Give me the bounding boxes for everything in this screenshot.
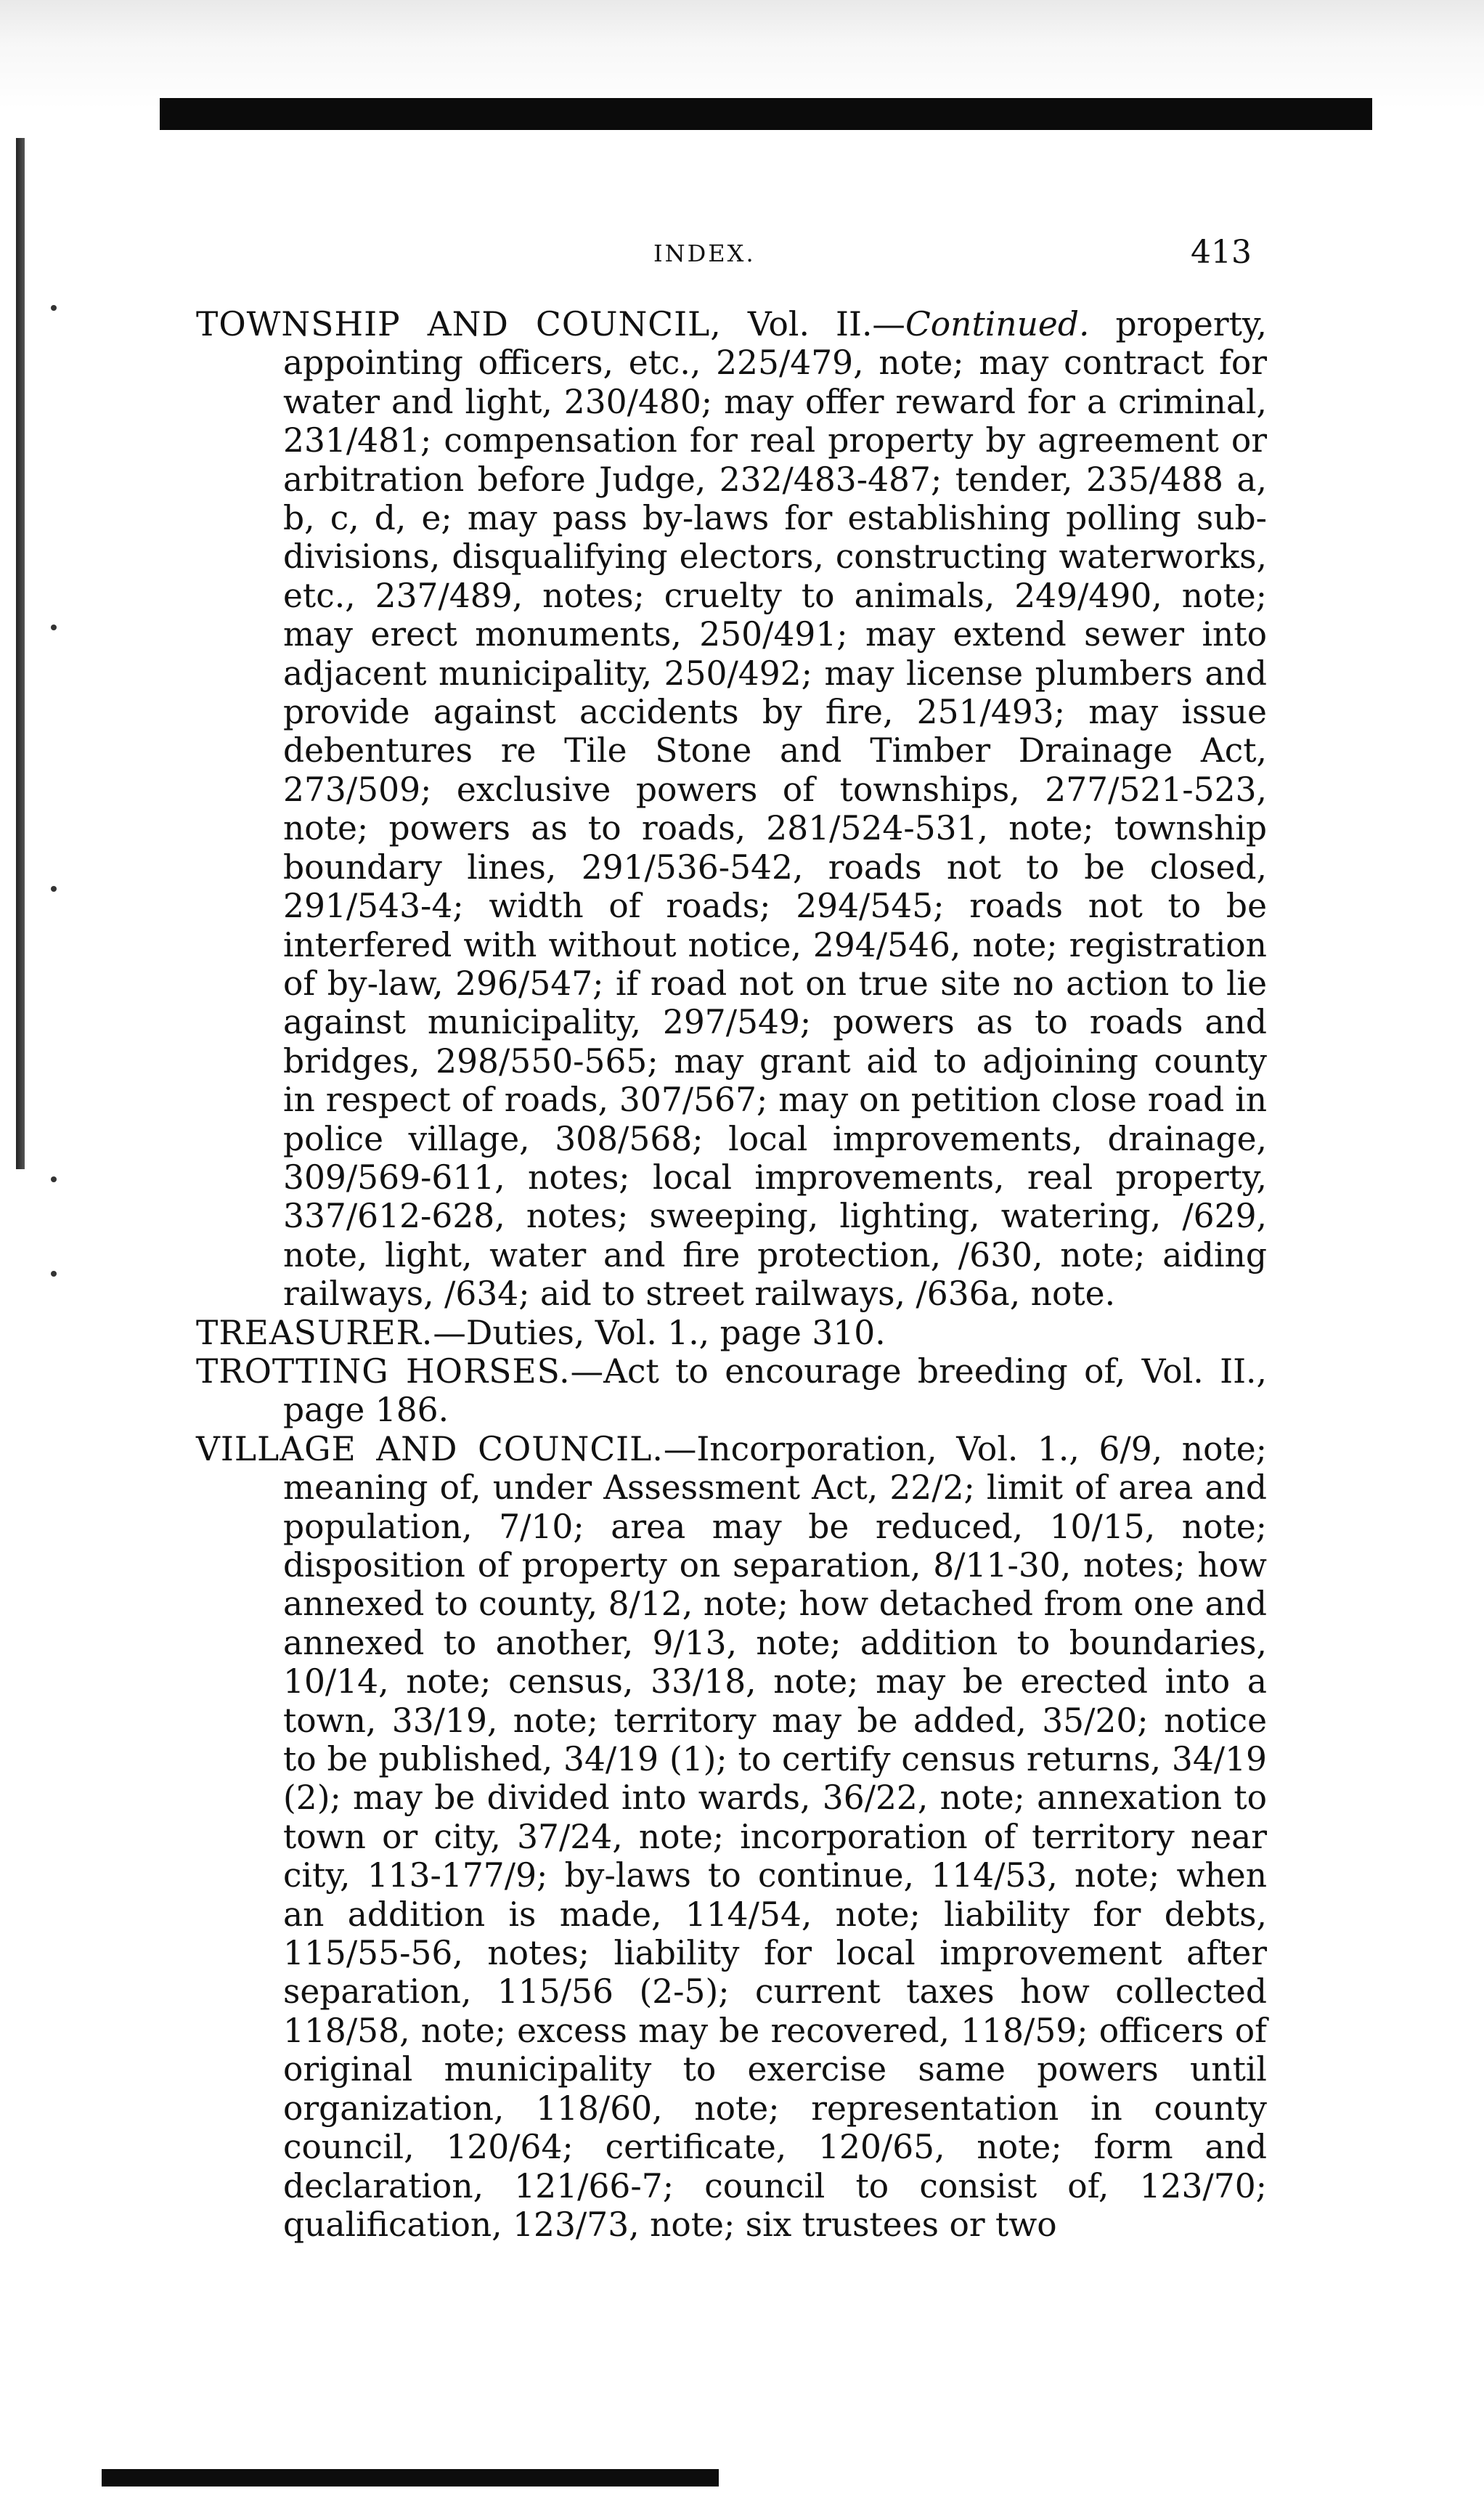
index-content: [196, 305, 1267, 2244]
page-header: [0, 234, 1484, 283]
entry-lead: —Duties, Vol. 1., page 310.: [433, 1313, 886, 1352]
index-entry-village: [196, 1430, 1267, 2245]
entry-lead: Vol. II.—: [721, 305, 905, 343]
entry-heading: TROTTING HORSES.: [196, 1351, 571, 1391]
entry-heading: TREASURER.: [196, 1313, 433, 1352]
index-entry-township: [196, 305, 1267, 1314]
entry-heading: TOWNSHIP AND COUNCIL,: [196, 305, 722, 343]
entry-body: property, appointing officers, etc., 225/479, note; may contract for water and light, 230/480; may offer reward for a criminal, 231/481; compensation for real property by agreement or arbitration before Judge, 232/483-487; tender, 235/488 a, b, c, d, e; may pass by-laws for establishing polling sub-divisions, disqualifying electors, constructing waterworks, etc., 237/489, notes; cruelty to animals, 249/490, note; may erect monuments, 250/491; may extend sewer into adjacent municipality, 250/492; may license plumbers and provide against accidents by fire, 251/493; may issue debentures re Tile Stone and Timber Drainage Act, 273/509; exclusive powers of townships, 277/521-523, note; powers as to roads, 281/524-531, note; township boundary lines, 291/536-542, roads not to be closed, 291/543-4; width of roads; 294/545; roads not to be interfered with without notice, 294/546, note; registration of by-law, 296/547; if road not on true site no action to lie against municipality, 297/549; powers as to roads and bridges, 298/550-565; may grant aid to adjoining county in respect of roads, 307/567; may on petition close road in police village, 308/568; local improvements, drainage, 309/569-611, notes; local improvements, real property, 337/612-628, notes; sweeping, lighting, watering, /629, note, light, water and fire protection, /630, note; aiding railways, /634; aid to street railways, /636a, note.: [283, 305, 1267, 1314]
running-head: INDEX.: [653, 240, 756, 267]
bottom-border-rule: [102, 2469, 719, 2486]
left-margin-rule: [16, 138, 25, 1169]
index-entry-treasurer: [196, 1314, 1267, 1352]
entry-lead: —Incorporation, Vol. 1., 6/9, note; meaning of, under Assessment Act, 22/2; limit of area and population, 7/10; area may be reduced, 10/15, note; disposition of property on separation, 8/11-30, notes; how annexed to county, 8/12, note; how detached from one and annexed to another, 9/13, note; addition to boundaries, 10/14, note; census, 33/18, note; may be erected into a town, 33/19, note; territory may be added, 35/20; notice to be published, 34/19 (1); to certify census returns, 34/19 (2); may be divided into wards, 36/22, note; annexation to town or city, 37/24, note; incorporation of territory near city, 113-177/9; by-laws to continue, 114/53, note; when an addition is made, 114/54, note; liability for debts, 115/55-56, notes; liability for local improvement after separation, 115/56 (2-5); current taxes how collected 118/58, note; excess may be recovered, 118/59; officers of original municipality to exercise same powers until organization, 118/60, note; representation in county council, 120/64; certificate, 120/65, note; form and declaration, 121/66-7; council to consist of, 123/70; qualification, 123/73, note; six trustees or two: [283, 1429, 1268, 2244]
entry-continued: Continued.: [905, 305, 1090, 343]
page-number: 413: [1191, 234, 1252, 271]
entry-heading: VILLAGE AND COUNCIL.: [196, 1429, 664, 1468]
scan-noise-top: [0, 0, 1484, 109]
index-entry-trotting-horses: [196, 1352, 1267, 1430]
margin-specks: [51, 305, 80, 1467]
entry-lead: —Act to encourage breeding of, Vol. II., page 186.: [283, 1351, 1267, 1430]
top-border-rule: [160, 98, 1372, 130]
